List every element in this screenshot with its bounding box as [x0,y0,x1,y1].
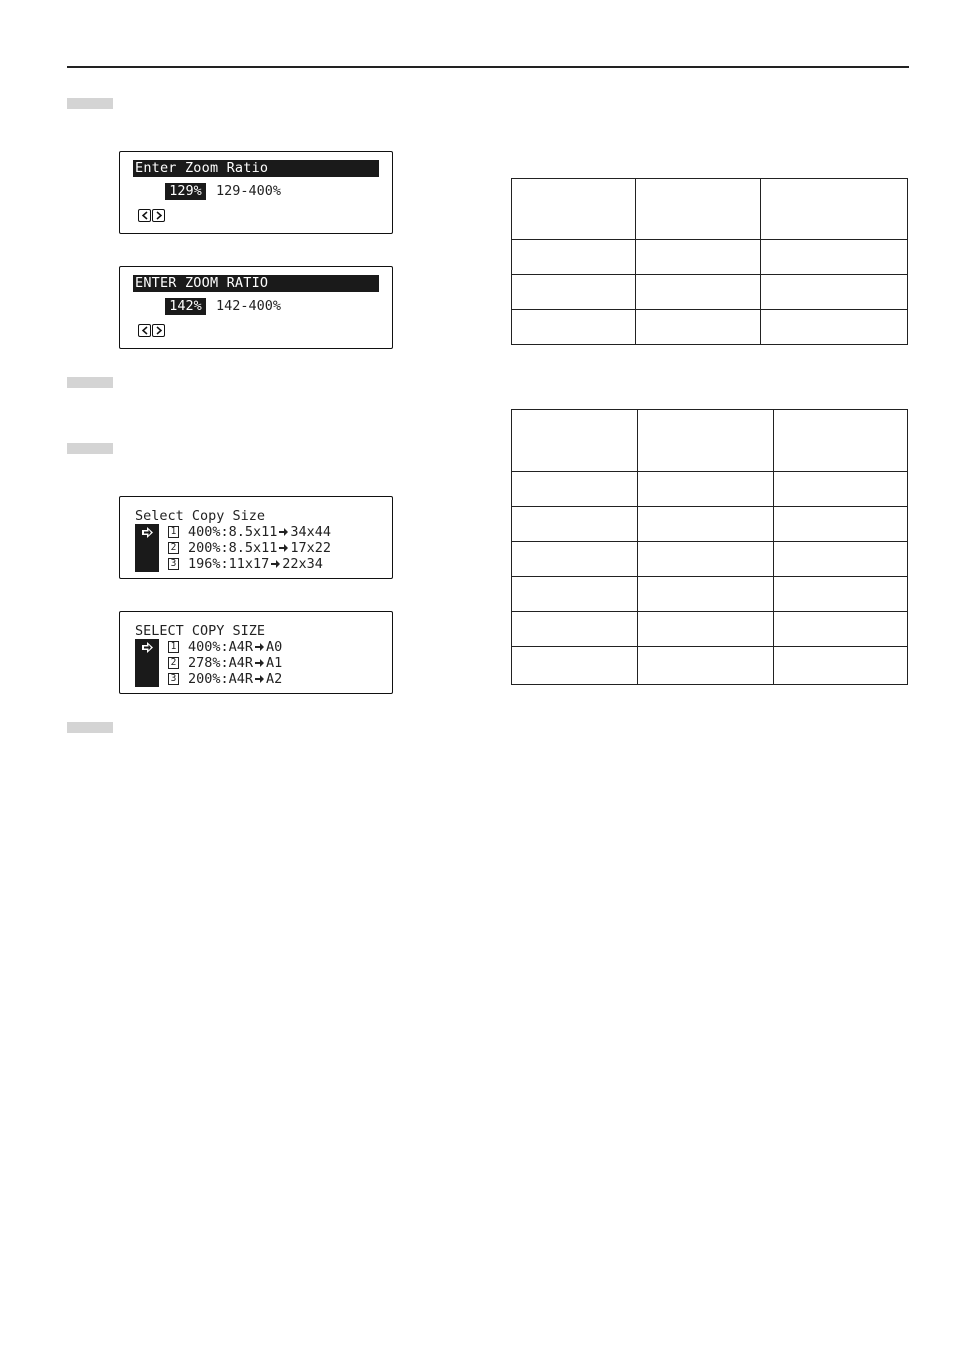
table-cell [635,275,760,309]
table-cell [773,542,907,576]
option-number: 1 [168,641,179,653]
step-marker-2 [67,377,113,388]
table-cell [512,240,635,274]
zoom-value: 142% [165,298,206,315]
table-cell [512,275,635,309]
lcd-title: ENTER ZOOM RATIO [133,275,379,292]
right-arrow-icon[interactable] [152,209,165,222]
table-cell [635,310,760,344]
nav-keys [138,324,165,337]
table-cell [773,410,907,471]
selection-cursor [135,524,159,572]
table-row [512,576,907,611]
table-cell [637,612,773,646]
nav-keys [138,209,165,222]
option-number: 2 [168,657,179,669]
table-cell [512,410,637,471]
pointer-arrow-icon [142,642,154,653]
table-cell [760,275,907,309]
zoom-range: 142-400% [216,298,282,314]
right-arrow-icon [279,544,288,552]
empty-table-2 [511,409,908,685]
option-number: 1 [168,526,179,538]
option-from: 200%:8.5x11 [188,540,278,556]
pointer-arrow-icon [142,527,154,538]
option-to: A2 [266,671,283,687]
right-arrow-icon [255,675,264,683]
table-row [512,471,907,506]
table-cell [512,647,637,684]
left-arrow-icon[interactable] [138,209,151,222]
table-cell [512,542,637,576]
option-row[interactable] [168,524,331,540]
table-cell [773,577,907,611]
option-to: A0 [266,639,283,655]
lcd-zoom-inch [119,151,393,234]
option-row[interactable] [168,671,282,687]
table-cell [512,472,637,506]
right-arrow-icon[interactable] [152,324,165,337]
table-cell [760,310,907,344]
option-from: 196%:11x17 [188,556,270,572]
option-number: 2 [168,542,179,554]
empty-table-1 [511,178,908,345]
table-cell [637,647,773,684]
table-cell [773,612,907,646]
table-cell [637,577,773,611]
table-row [512,611,907,646]
table-row [512,309,907,344]
step-marker-4 [67,722,113,733]
table-cell [635,179,760,239]
right-arrow-icon [255,659,264,667]
table-cell [773,507,907,541]
table-row [512,646,907,684]
table-row [512,274,907,309]
header-rule [67,66,909,68]
right-arrow-icon [271,560,280,568]
lcd-zoom-metric [119,266,393,349]
step-marker-3 [67,443,113,454]
option-row[interactable] [168,540,331,556]
left-arrow-icon[interactable] [138,324,151,337]
option-row[interactable] [168,639,282,655]
lcd-title: SELECT COPY SIZE [135,623,266,639]
table-row [512,239,907,274]
option-from: 200%:A4R [188,671,254,687]
table-cell [512,507,637,541]
table-cell [512,179,635,239]
step-marker-1 [67,98,113,109]
table-cell [637,472,773,506]
table-cell [760,179,907,239]
table-cell [512,612,637,646]
option-number: 3 [168,558,179,570]
option-from: 278%:A4R [188,655,254,671]
lcd-title: Enter Zoom Ratio [133,160,379,177]
option-to: 34x44 [290,524,332,540]
table-cell [512,577,637,611]
table-header-row [512,410,907,471]
table-cell [635,240,760,274]
option-from: 400%:A4R [188,639,254,655]
option-row[interactable] [168,556,323,572]
table-cell [512,310,635,344]
table-cell [637,410,773,471]
option-to: 17x22 [290,540,332,556]
table-header-row [512,179,907,239]
option-row[interactable] [168,655,282,671]
lcd-copy-size-inch [119,496,393,579]
table-cell [637,542,773,576]
option-number: 3 [168,673,179,685]
table-cell [773,472,907,506]
table-row [512,541,907,576]
option-to: A1 [266,655,283,671]
zoom-range: 129-400% [216,183,282,199]
table-cell [760,240,907,274]
lcd-title: Select Copy Size [135,508,266,524]
option-from: 400%:8.5x11 [188,524,278,540]
selection-cursor [135,639,159,687]
table-row [512,506,907,541]
zoom-value: 129% [165,183,206,200]
option-to: 22x34 [282,556,323,572]
right-arrow-icon [279,528,288,536]
table-cell [637,507,773,541]
lcd-copy-size-metric [119,611,393,694]
right-arrow-icon [255,643,264,651]
table-cell [773,647,907,684]
